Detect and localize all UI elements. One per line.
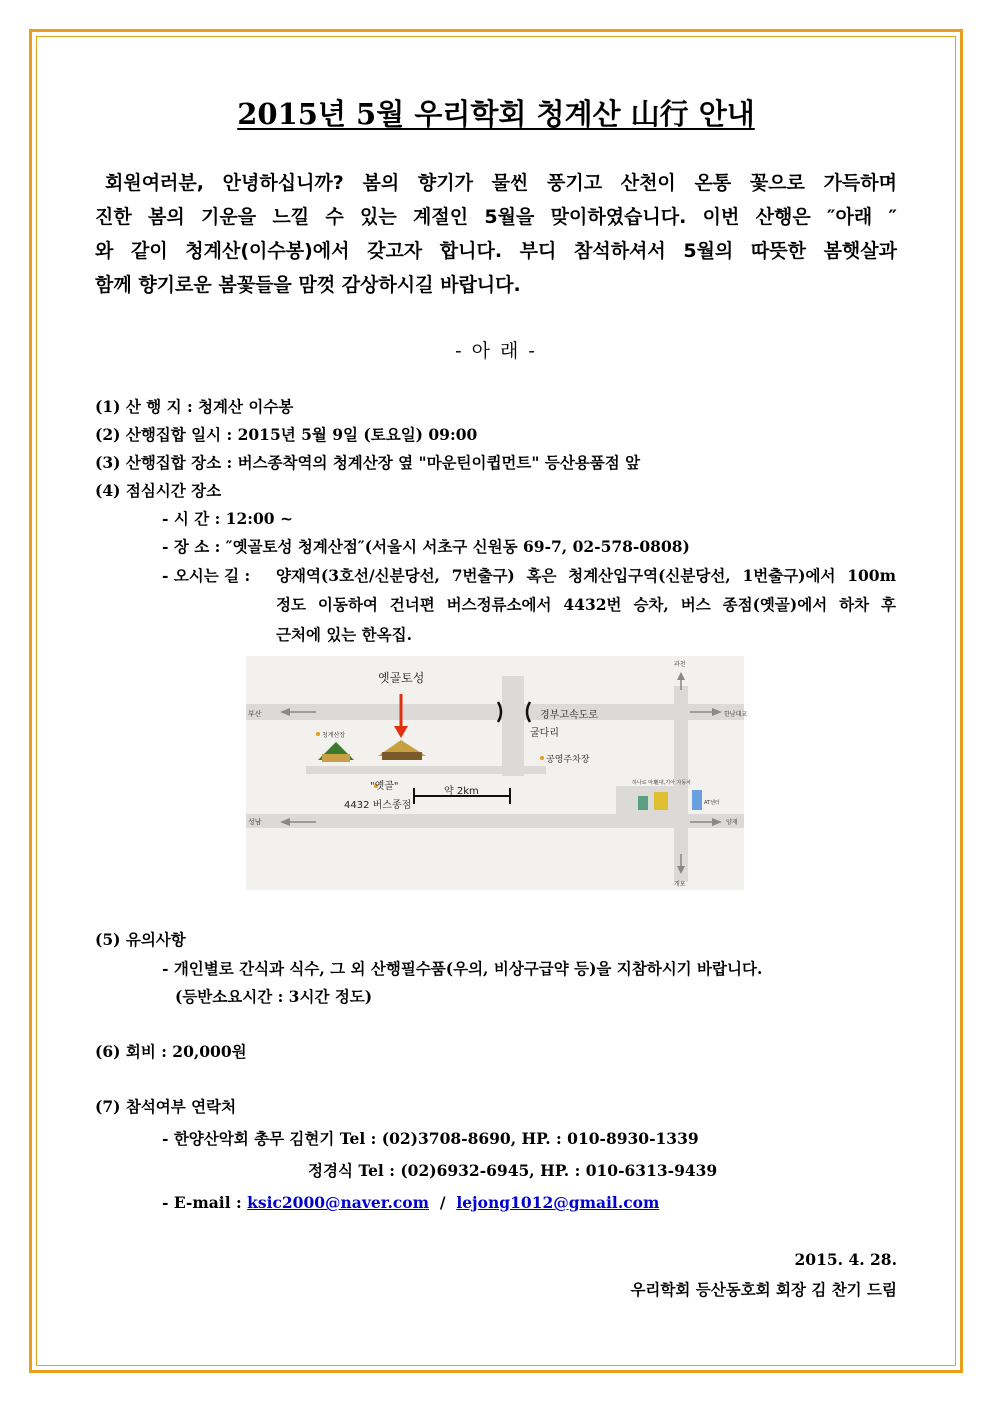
email-link-2[interactable]: lejong1012@gmail.com xyxy=(456,1193,660,1212)
map-yetgol-building xyxy=(382,752,422,760)
email-line xyxy=(162,1193,659,1212)
map-label-busan: 부산 xyxy=(248,710,262,718)
map-dot xyxy=(540,756,544,760)
lunch-place: - 장 소 : ″옛골토성 청계산점″(서울시 서초구 신원동 69-7, 02-578-0808) xyxy=(162,537,690,556)
map-label-bus-terminal: 4432 버스종점 xyxy=(344,800,412,811)
document-date: 2015. 4. 28. xyxy=(794,1250,897,1269)
map-label-yetgol-toseong: 옛골토성 xyxy=(378,671,425,685)
map-label-car: 현대,기아 자동차 xyxy=(654,780,691,786)
item-2-datetime: (2) 산행집합 일시 : 2015년 5월 9일 (토요일) 09:00 xyxy=(95,425,478,444)
route-label: - 오시는 길 : xyxy=(162,566,251,585)
lunch-time: - 시 간 : 12:00 ~ xyxy=(162,509,293,528)
notes-line: - 개인별로 간식과 식수, 그 외 산행필수품(우의, 비상구급약 등)을 지참하시기 바랍니다. xyxy=(162,959,763,978)
map-car-building xyxy=(654,792,668,810)
map-label-yangjae: 양재 xyxy=(726,819,738,826)
map-mart-building xyxy=(638,796,648,810)
notes-duration: (등반소요시간 : 3시간 정도) xyxy=(175,987,373,1006)
route-line: 양재역(3호선/신분당선, 7번출구) 혹은 청계산입구역(신분당선, 1번출구)에서 100m xyxy=(276,566,896,585)
email-separator: / xyxy=(439,1193,446,1212)
map-cheonggye-building xyxy=(322,754,350,762)
document-title: 2015년 5월 우리학회 청계산 山行 안내 xyxy=(237,97,755,131)
intro-paragraph xyxy=(95,166,897,302)
item-6-fee: (6) 회비 : 20,000원 xyxy=(95,1042,247,1061)
item-3-meeting-place: (3) 산행집합 장소 : 버스종착역의 청계산장 옆 "마운틴이큅먼트" 등산용품점 앞 xyxy=(95,453,641,472)
map-label-distance: 약 2km xyxy=(444,786,479,797)
route-line: 정도 이동하여 건너편 버스정류소에서 4432번 승차, 버스 종점(옛골)에서 하차 후 xyxy=(276,595,896,614)
map-label-cheonggye-sanjang: 청계산장 xyxy=(322,732,346,739)
map-label-hannam: 한남대교 xyxy=(724,711,748,718)
map-label-gwacheon: 과천 xyxy=(674,661,686,668)
signature: 우리학회 등산동호회 회장 김 찬기 드림 xyxy=(630,1280,897,1299)
contact-line-1: - 한양산악회 총무 김현기 Tel : (02)3708-8690, HP. : 010-8930-1339 xyxy=(162,1129,699,1148)
item-1-destination: (1) 산 행 지 : 청계산 이수봉 xyxy=(95,397,294,416)
email-link-1[interactable]: ksic2000@naver.com xyxy=(247,1193,430,1212)
map-road-highway xyxy=(246,704,744,720)
map-label-gaepo: 개포 xyxy=(674,881,686,888)
intro-line: 진한 봄의 기운을 느낄 수 있는 계절인 5월을 맞이하였습니다. 이번 산행은 ″아래 ″ xyxy=(95,206,897,228)
section-heading-arae: - 아 래 - xyxy=(455,340,537,362)
intro-line: 함께 향기로운 봄꽃들을 맘껏 감상하시길 바랍니다. xyxy=(95,274,521,296)
map-road-bottom xyxy=(246,814,744,828)
map-label-highway: 경부고속도로 xyxy=(540,710,598,721)
intro-line: 와 같이 청계산(이수봉)에서 갖고자 합니다. 부디 참석하셔서 5월의 따뜻한 봄햇살과 xyxy=(95,240,897,262)
map-dot xyxy=(316,732,320,736)
map-label-parking: 공영주차장 xyxy=(546,755,590,765)
email-label: - E-mail : xyxy=(162,1193,242,1212)
intro-line: 회원여러분, 안녕하십니까? 봄의 향기가 물씬 풍기고 산천이 온통 꽃으로 가득하며 xyxy=(105,172,897,194)
map-label-at-center: AT센터 xyxy=(704,800,720,806)
map-label-guldari: 굴다리 xyxy=(530,728,559,739)
route-line: 근처에 있는 한옥집. xyxy=(276,625,412,644)
map-label-seongnam: 성남 xyxy=(248,818,262,826)
contact-line-2: 정경식 Tel : (02)6932-6945, HP. : 010-6313-9439 xyxy=(308,1161,718,1180)
item-5-notes: (5) 유의사항 xyxy=(95,930,186,949)
map-label-mart: 하나로 마트 xyxy=(632,780,658,786)
map-label-yetgol: "옛골" xyxy=(370,781,399,792)
location-map xyxy=(246,656,748,890)
map-at-building xyxy=(692,790,702,810)
item-4-lunch: (4) 점심시간 장소 xyxy=(95,481,222,500)
item-7-contact: (7) 참석여부 연락처 xyxy=(95,1097,237,1116)
map-road-vertical xyxy=(502,676,524,776)
